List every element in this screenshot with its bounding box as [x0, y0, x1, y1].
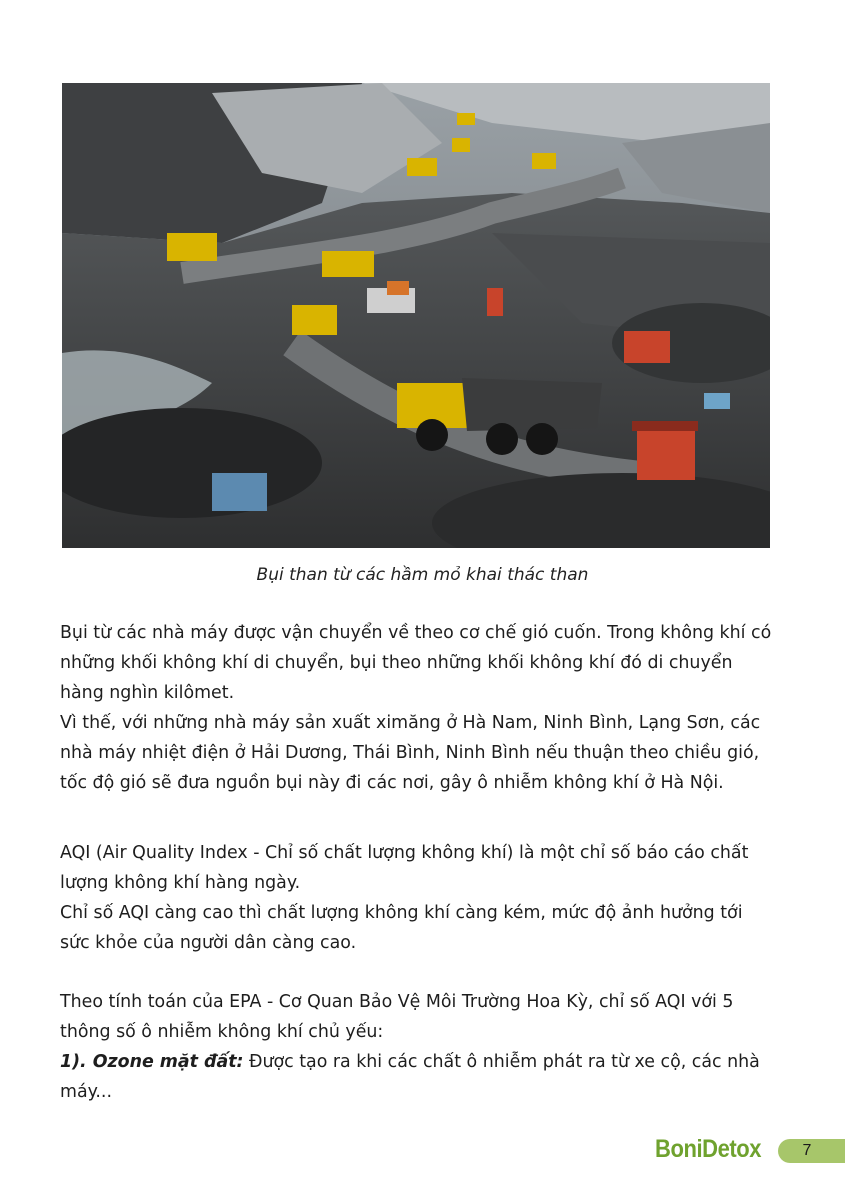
- page-number-tab: [778, 1139, 845, 1163]
- text-block-epa: [60, 987, 775, 1107]
- photo-caption: Bụi than từ các hầm mỏ khai thác than: [256, 565, 589, 585]
- paragraph-epa: Theo tính toán của EPA - Cơ Quan Bảo Vệ Môi Trường Hoa Kỳ, chỉ số AQI với 5 thông số ô nhiễm không khí chủ yếu:: [60, 992, 734, 1042]
- page-number: 7: [802, 1142, 812, 1159]
- paragraph-ozone: [60, 1047, 775, 1107]
- paragraph-aqi-definition: AQI (Air Quality Index - Chỉ số chất lượng không khí) là một chỉ số báo cáo chất lượng không khí hàng ngày.: [60, 843, 749, 893]
- ozone-description: Được tạo ra khi các chất ô nhiễm phát ra từ xe cộ, các nhà máy...: [60, 1052, 760, 1102]
- ozone-heading: 1). Ozone mặt đất:: [60, 1052, 244, 1072]
- paragraph-factories: Vì thế, với những nhà máy sản xuất ximăng ở Hà Nam, Ninh Bình, Lạng Sơn, các nhà máy nhiệt điện ở Hải Dương, Thái Bình, Ninh Bình nếu thuận theo chiều gió, tốc độ gió sẽ đưa nguồn bụi này đi các nơi, gây ô nhiễm không khí ở Hà Nội.: [60, 713, 761, 793]
- text-block-aqi: [60, 838, 775, 958]
- paragraph-dust-transport: Bụi từ các nhà máy được vận chuyển về theo cơ chế gió cuốn. Trong không khí có những khối không khí di chuyển, bụi theo những khối không khí đó di chuyển hàng nghìn kilômet.: [60, 623, 772, 703]
- coal-mine-illustration: [62, 83, 770, 548]
- text-block-dust: [60, 618, 775, 798]
- brand-logo: BoniDetox: [655, 1135, 762, 1163]
- paragraph-aqi-impact: Chỉ số AQI càng cao thì chất lượng không khí càng kém, mức độ ảnh hưởng tới sức khỏe của người dân càng cao.: [60, 903, 743, 953]
- coal-mine-photo: [62, 83, 770, 548]
